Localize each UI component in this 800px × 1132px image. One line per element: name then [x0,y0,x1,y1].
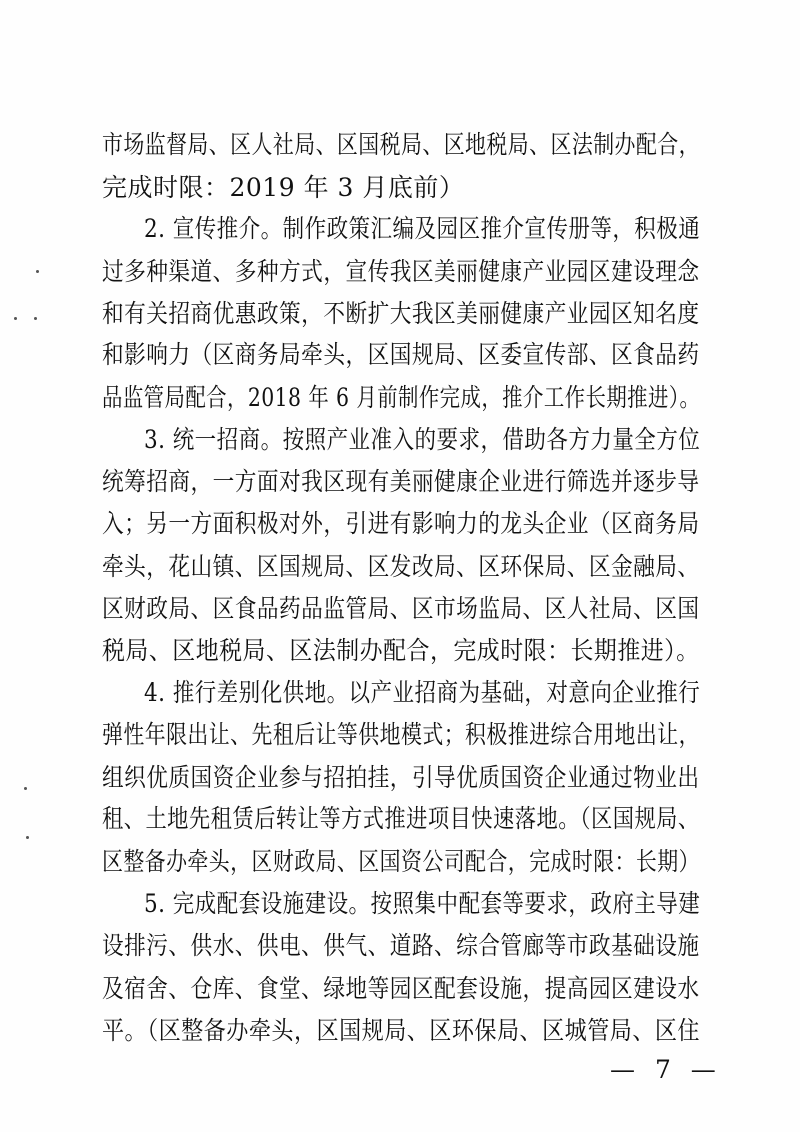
page-number: — 7 — [610,1055,722,1084]
text-line: 和有关招商优惠政策，不断扩大我区美丽健康产业园区知名度 [102,299,700,328]
text-line: 区财政局、区食品药品监管局、区市场监局、区人社局、区国 [102,594,700,623]
scan-artifact-dot [14,317,17,320]
text-line: 4. 推行差别化供地。以产业招商为基础，对意向企业推行 [144,678,701,707]
scan-artifact-dot [34,317,37,320]
text-line: 区整备办牵头，区财政局、区国资公司配合，完成时限：长期） [102,847,700,876]
scan-artifact-dot [24,787,27,790]
text-line: 组织优质国资企业参与招拍挂，引导优质国资企业通过物业出 [102,763,700,792]
scan-artifact-dot [26,836,29,839]
text-line: 设排污、供水、供电、供气、道路、综合管廊等市政基础设施 [102,931,700,960]
text-line: 统筹招商，一方面对我区现有美丽健康企业进行筛选并逐步导 [102,467,700,496]
text-line: 平。（区整备办牵头，区国规局、区环保局、区城管局、区住 [102,1016,701,1045]
text-line: 3. 统一招商。按照产业准入的要求，借助各方力量全方位 [144,425,701,454]
text-line: 2. 宣传推介。制作政策汇编及园区推介宣传册等，积极通 [144,214,701,243]
text-line: 牵头，花山镇、区国规局、区发改局、区环保局、区金融局、 [102,552,700,581]
text-line: 和影响力（区商务局牵头，区国规局、区委宣传部、区食品药 [102,340,700,369]
text-line: 税局、区地税局、区法制办配合，完成时限：长期推进）。 [102,636,700,665]
text-line: 弹性年限出让、先租后让等供地模式；积极推进综合用地出让， [102,720,700,749]
text-line: 市场监督局、区人社局、区国税局、区地税局、区法制办配合， [102,130,700,159]
text-line: 过多种渠道、多种方式，宣传我区美丽健康产业园区建设理念 [102,257,700,286]
text-line: 租、土地先租赁后转让等方式推进项目快速落地。（区国规局、 [102,804,700,833]
scan-artifact-dot [36,270,39,273]
text-line: 入；另一方面积极对外，引进有影响力的龙头企业（区商务局 [102,509,700,538]
text-line: 品监管局配合，2018 年 6 月前制作完成，推介工作长期推进）。 [102,383,701,412]
text-line: 5. 完成配套设施建设。按照集中配套等要求，政府主导建 [144,889,701,918]
text-line: 及宿舍、仓库、食堂、绿地等园区配套设施，提高园区建设水 [102,974,700,1003]
text-line: 完成时限：2019 年 3 月底前） [102,173,465,202]
